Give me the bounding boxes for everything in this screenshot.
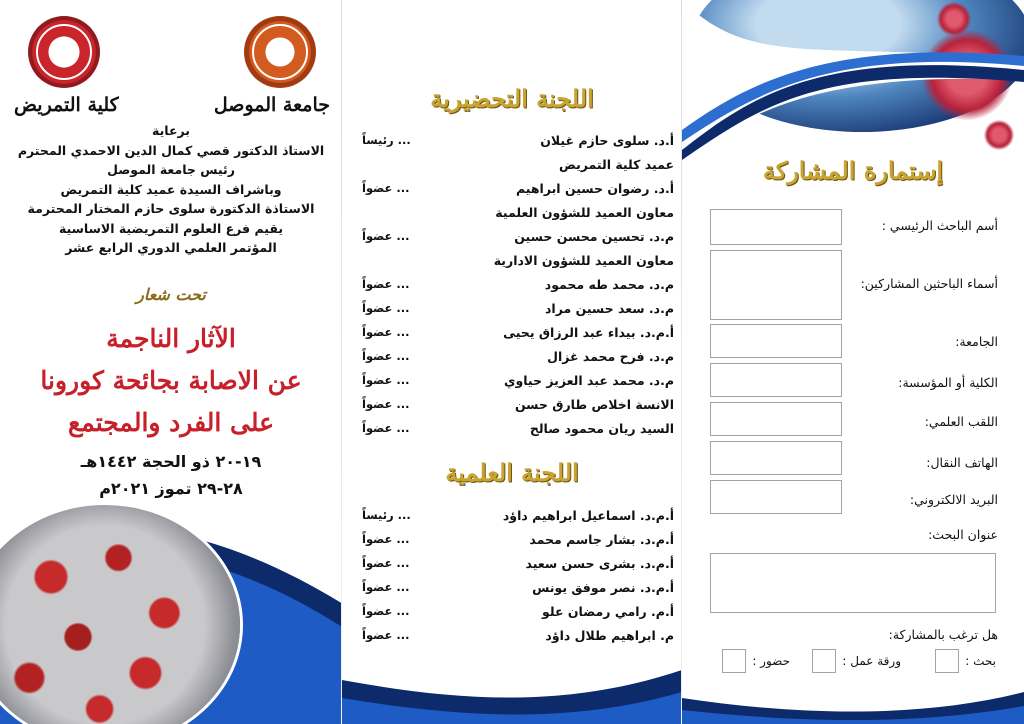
decorative-wave [682,678,1024,724]
committee-member [362,508,674,532]
committee-member [362,421,674,445]
committee-member [362,253,674,277]
member-role: ... رئيساً [362,133,411,147]
member-name: أ.د. سلوى حازم غيلان [540,133,674,148]
member-name: الانسة اخلاص طارق حسن [514,397,674,412]
member-role: ... عضواً [362,301,410,315]
committee-member [362,532,674,556]
theme-line: عن الاصابة بجائحة كورونا [40,366,302,395]
slogan-label: تحت شعار [136,285,206,304]
member-role: ... عضواً [362,277,410,291]
member-name: عميد كلية التمريض [559,157,674,172]
member-name: السيد ريان محمود صالح [529,421,674,436]
registration-form-panel [682,0,1024,724]
college-name: كلية التمريض [14,94,119,116]
committee-member [362,580,674,604]
field-label: أسماء الباحثين المشاركين: [860,276,998,291]
field-label: أسم الباحث الرئيسي : [881,218,998,233]
member-role: ... عضواً [362,604,410,618]
research-title-field[interactable] [710,553,996,613]
participation-options [710,649,996,675]
member-role: ... عضواً [362,532,410,546]
cover-panel [0,0,342,724]
gregorian-date: ٢٨-٢٩ تموز ٢٠٢١م [99,479,243,498]
main-researcher-field[interactable] [710,209,842,245]
patronage-text [0,121,342,258]
committees-panel [342,0,682,724]
decorative-wave [342,640,682,724]
committee-member [362,277,674,301]
patronage-line: الاستاذة الدكتورة سلوى حازم المختار المحترمة [27,201,315,216]
patronage-line: يقيم فرع العلوم التمريضية الاساسية [58,220,284,236]
committee-member [362,373,674,397]
patronage-line: برعاية [152,123,190,138]
member-name: معاون العميد للشؤون الادارية [493,253,674,268]
committee-member [362,556,674,580]
workpaper-checkbox[interactable] [812,649,836,673]
committee-member [362,349,674,373]
research-checkbox[interactable] [935,649,959,673]
field-label: الهاتف النقال: [926,455,998,470]
committee-member [362,325,674,349]
field-label: البريد الالكتروني: [909,492,998,507]
email-field[interactable] [710,480,842,514]
committee-member [362,397,674,421]
committee-member [362,181,674,205]
committee-member [362,301,674,325]
member-name: م. ابراهيم طلال داؤد [545,628,674,643]
decorative-wave [682,0,1024,160]
member-role: ... عضواً [362,397,410,411]
co-researchers-field[interactable] [710,250,842,320]
option-attendance [722,649,790,673]
college-field[interactable] [710,363,842,397]
field-label: اللقب العلمي: [924,414,998,429]
form-title: إستمارة المشاركة [762,156,944,185]
attendance-checkbox[interactable] [722,649,746,673]
member-role: ... عضواً [362,421,410,435]
patronage-line: وباشراف السيدة عميد كلية التمريض [60,181,282,197]
member-role: ... عضواً [362,349,410,363]
option-research [935,649,996,673]
research-title-label: عنوان البحث: [928,527,998,542]
conference-theme [0,318,342,444]
patronage-line: الاستاذ الدكتور قصي كمال الدين الاحمدي المحترم [17,142,325,158]
option-label: بحث : [965,654,996,668]
member-name: م.د. فرح محمد غزال [547,349,674,364]
member-role: ... عضواً [362,580,410,594]
nursing-college-logo [28,16,100,88]
hijri-date: ١٩-٢٠ ذو الحجة ١٤٤٢هـ [80,452,262,471]
member-role: ... عضواً [362,556,410,570]
participation-label: هل ترغب بالمشاركة: [888,627,998,642]
member-name: م.د. تحسين محسن حسين [514,229,674,244]
member-name: م.د. محمد طه محمود [544,277,674,292]
member-name: أ.م.د. بيداء عبد الرزاق يحيى [503,325,674,340]
theme-line: الآثار الناجمة [106,324,236,353]
committee-member [362,604,674,628]
scientific-committee-title: اللجنة العلمية [445,458,579,487]
member-name: م.د. سعد حسين مراد [545,301,674,316]
option-label: حضور : [752,654,790,668]
university-field[interactable] [710,324,842,358]
university-name: جامعة الموصل [213,94,330,116]
committee-member [362,205,674,229]
member-name: م.د. محمد عبد العزيز حياوي [503,373,674,388]
member-role: ... عضواً [362,229,410,243]
member-name: أ.د. رضوان حسين ابراهيم [515,181,674,196]
member-name: أ.م.د. نصر موفق يونس [532,580,674,595]
field-label: الجامعة: [955,334,998,349]
preparatory-committee-title: اللجنة التحضيرية [430,84,594,113]
field-label: الكلية أو المؤسسة: [898,375,998,390]
option-label: ورقة عمل : [842,654,901,668]
member-name: معاون العميد للشؤون العلمية [495,205,674,220]
patronage-line: المؤتمر العلمي الدوري الرابع عشر [65,240,277,255]
member-name: أ.م.د. بشرى حسن سعيد [525,556,674,571]
member-role: ... عضواً [362,628,410,642]
theme-line: على الفرد والمجتمع [67,408,275,437]
member-role: ... عضواً [362,373,410,387]
member-name: أ.م.د. اسماعيل ابراهيم داؤد [502,508,674,523]
option-workpaper [812,649,901,673]
committee-member [362,157,674,181]
mosul-university-logo [244,16,316,88]
patronage-line: رئيس جامعة الموصل [107,162,235,177]
member-role: ... عضواً [362,325,410,339]
member-name: أ.م. رامي رمضان علو [542,604,674,619]
member-role: ... عضواً [362,181,410,195]
academic-title-field[interactable] [710,402,842,436]
committee-member [362,133,674,157]
mobile-field[interactable] [710,441,842,475]
member-role: ... رئيساً [362,508,411,522]
member-name: أ.م.د. بشار جاسم محمد [529,532,674,547]
committee-member [362,229,674,253]
